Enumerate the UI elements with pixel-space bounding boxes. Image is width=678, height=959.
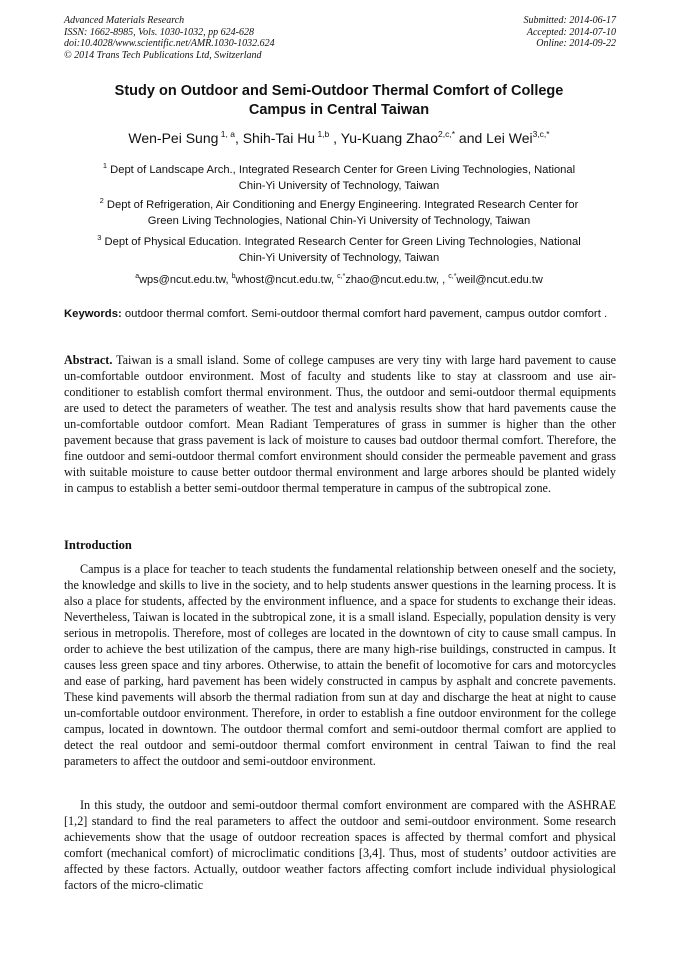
submitted-date: Submitted: 2014-06-17	[523, 15, 616, 26]
abstract-section	[64, 352, 616, 496]
introduction-paragraph-2: In this study, the outdoor and semi-outdoor thermal comfort environment are compared with the ASHRAE [1,2] standard to find the real parameters to affect the outdoor and semi-outdoor environment. Some research achievements show that the usage of outdoor recreation spaces is affected by thermal comfort and physical comfort (mechanical comfort) of microclimatic conditions [3,4]. Thus, most of students’ outdoor activities are affected by these factors. Actually, outdoor weather factors affecting comfort include individual physiological factors of the micro-climatic	[64, 798, 616, 892]
online-date: Online: 2014-09-22	[536, 38, 616, 50]
email-marker: a	[135, 273, 140, 280]
author-list	[64, 129, 614, 147]
title-line-1: Study on Outdoor and Semi-Outdoor Thermal Comfort of College	[114, 83, 564, 99]
author-superscript: 1, a	[218, 129, 235, 139]
affiliation-text: Dept of Physical Education. Integrated Research Center for Green Living Technologies, National	[101, 236, 581, 248]
affiliation-1	[64, 163, 614, 194]
email-address[interactable]: wps@ncut.edu.tw,	[139, 274, 232, 286]
keywords-text: outdoor thermal comfort. Semi-outdoor thermal comfort hard pavement, campus outdor comfort .	[121, 308, 608, 320]
author-superscript: 2,c,*	[438, 129, 456, 139]
author-separator: ,	[234, 130, 243, 146]
affiliation-number: 3	[97, 233, 102, 242]
affiliation-text: Chin-Yi University of Technology, Taiwan	[238, 179, 440, 192]
keywords-section	[64, 307, 616, 322]
author-name: Wen-Pei Sung	[128, 130, 219, 146]
introduction-heading: Introduction	[64, 538, 132, 552]
abstract-text: Taiwan is a small island. Some of college campuses are very tiny with large hard pavement to cause un-comfortable outdoor environment. Most of faculty and students like to stay at classroom and use air-conditioner to establish comfort thermal environment. Thus, the outdoor and semi-outdoor thermal equipments are used to detect the parameters of weather. The test and analysis results show that hard pavements cause the un-comfortable outdoor comfort. Mean Radiant Temperatures of grass in summer is higher than the other pavement because that grass pavement is lack of moisture to causes bad outdoor thermal comfort. Therefore, the fine outdoor and semi-outdoor thermal comfort environment should consider the permeable pavement and grass with suitable moisture to cause better outdoor thermal environment and large arbores should be planted widely in campus to establish a better semi-outdoor thermal temperature in campus of the subtropical zone.	[64, 353, 616, 495]
author-name: Lei Wei	[486, 130, 533, 146]
journal-name: Advanced Materials Research	[64, 15, 185, 26]
author-separator: ,	[329, 130, 341, 146]
email-marker: c,*	[448, 273, 457, 280]
author-superscript: 3,c,*	[532, 129, 550, 139]
paper-title	[64, 82, 614, 120]
accepted-date: Accepted: 2014-07-10	[526, 26, 616, 38]
email-marker: c,*	[337, 273, 346, 280]
introduction-paragraph-1: Campus is a place for teacher to teach students the fundamental relationship between oneself and the society, the knowledge and skills to live in the society, and to help students answer questions in the learning process. It is also a place for students, affected by the environment influence, and a space for students to exchange their ideas. Nevertheless, Taiwan is located in the subtropical zone, it is a small island. Especially, population density is very serious in metropolis. Therefore, most of colleges are located in the downtown of city to cause small campus. In order to achieve the best utilization of the campus, there are many high-rise buildings, constructed in campus. It causes less green space and tiny arbores. Otherwise, to attain the benefit of locomotive for cars and motorcycles and ease of parking, hard pavement has been widely constructed in campus by asphalt and concrete pavements. These kind pavements will absorb the thermal radiation from sun at day and discharge the heat at night to cause un-comfortable outdoor environment. Therefore, in order to establish a fine outdoor environment for the college campus, located in downtown. The outdoor thermal comfort and semi-outdoor thermal comfort are applied to detect the real outdoor and semi-outdoor thermal comfort environment in central Taiwan to find the real parameters to affect the outdoor and semi-outdoor environment.	[64, 562, 616, 768]
author-superscript: 1,b	[315, 129, 330, 139]
email-address[interactable]: weil@ncut.edu.tw	[456, 274, 543, 286]
affiliation-3	[64, 235, 614, 266]
author-emails	[64, 273, 614, 287]
email-marker: b	[231, 273, 236, 280]
journal-issn: ISSN: 1662-8985, Vols. 1030-1032, pp 624-628	[64, 26, 254, 38]
author-name: Shih-Tai Hu	[242, 130, 316, 146]
affiliation-number: 1	[102, 161, 108, 170]
title-line-2: Campus in Central Taiwan	[248, 102, 430, 118]
affiliation-2	[64, 198, 614, 229]
abstract-label: Abstract.	[64, 353, 113, 367]
submission-dates	[524, 15, 617, 50]
author-separator: and	[455, 130, 487, 146]
author-name: Yu-Kuang Zhao	[340, 130, 438, 146]
email-address[interactable]: zhao@ncut.edu.tw, ,	[345, 274, 449, 286]
journal-info	[64, 15, 275, 61]
journal-copyright: © 2014 Trans Tech Publications Ltd, Switzerland	[64, 49, 262, 61]
affiliation-text: Dept of Landscape Arch., Integrated Research Center for Green Living Technologies, National	[107, 164, 576, 176]
email-address[interactable]: whost@ncut.edu.tw,	[235, 274, 338, 286]
journal-doi: doi:10.4028/www.scientific.net/AMR.1030-1032.624	[64, 38, 275, 50]
affiliation-text: Green Living Technologies, National Chin-Yi University of Technology, Taiwan	[147, 214, 531, 227]
affiliation-number: 2	[99, 196, 104, 205]
keywords-label: Keywords:	[64, 308, 122, 320]
affiliation-text: Chin-Yi University of Technology, Taiwan	[238, 251, 440, 264]
affiliation-text: Dept of Refrigeration, Air Conditioning and Energy Engineering. Integrated Research Center for	[103, 199, 579, 211]
